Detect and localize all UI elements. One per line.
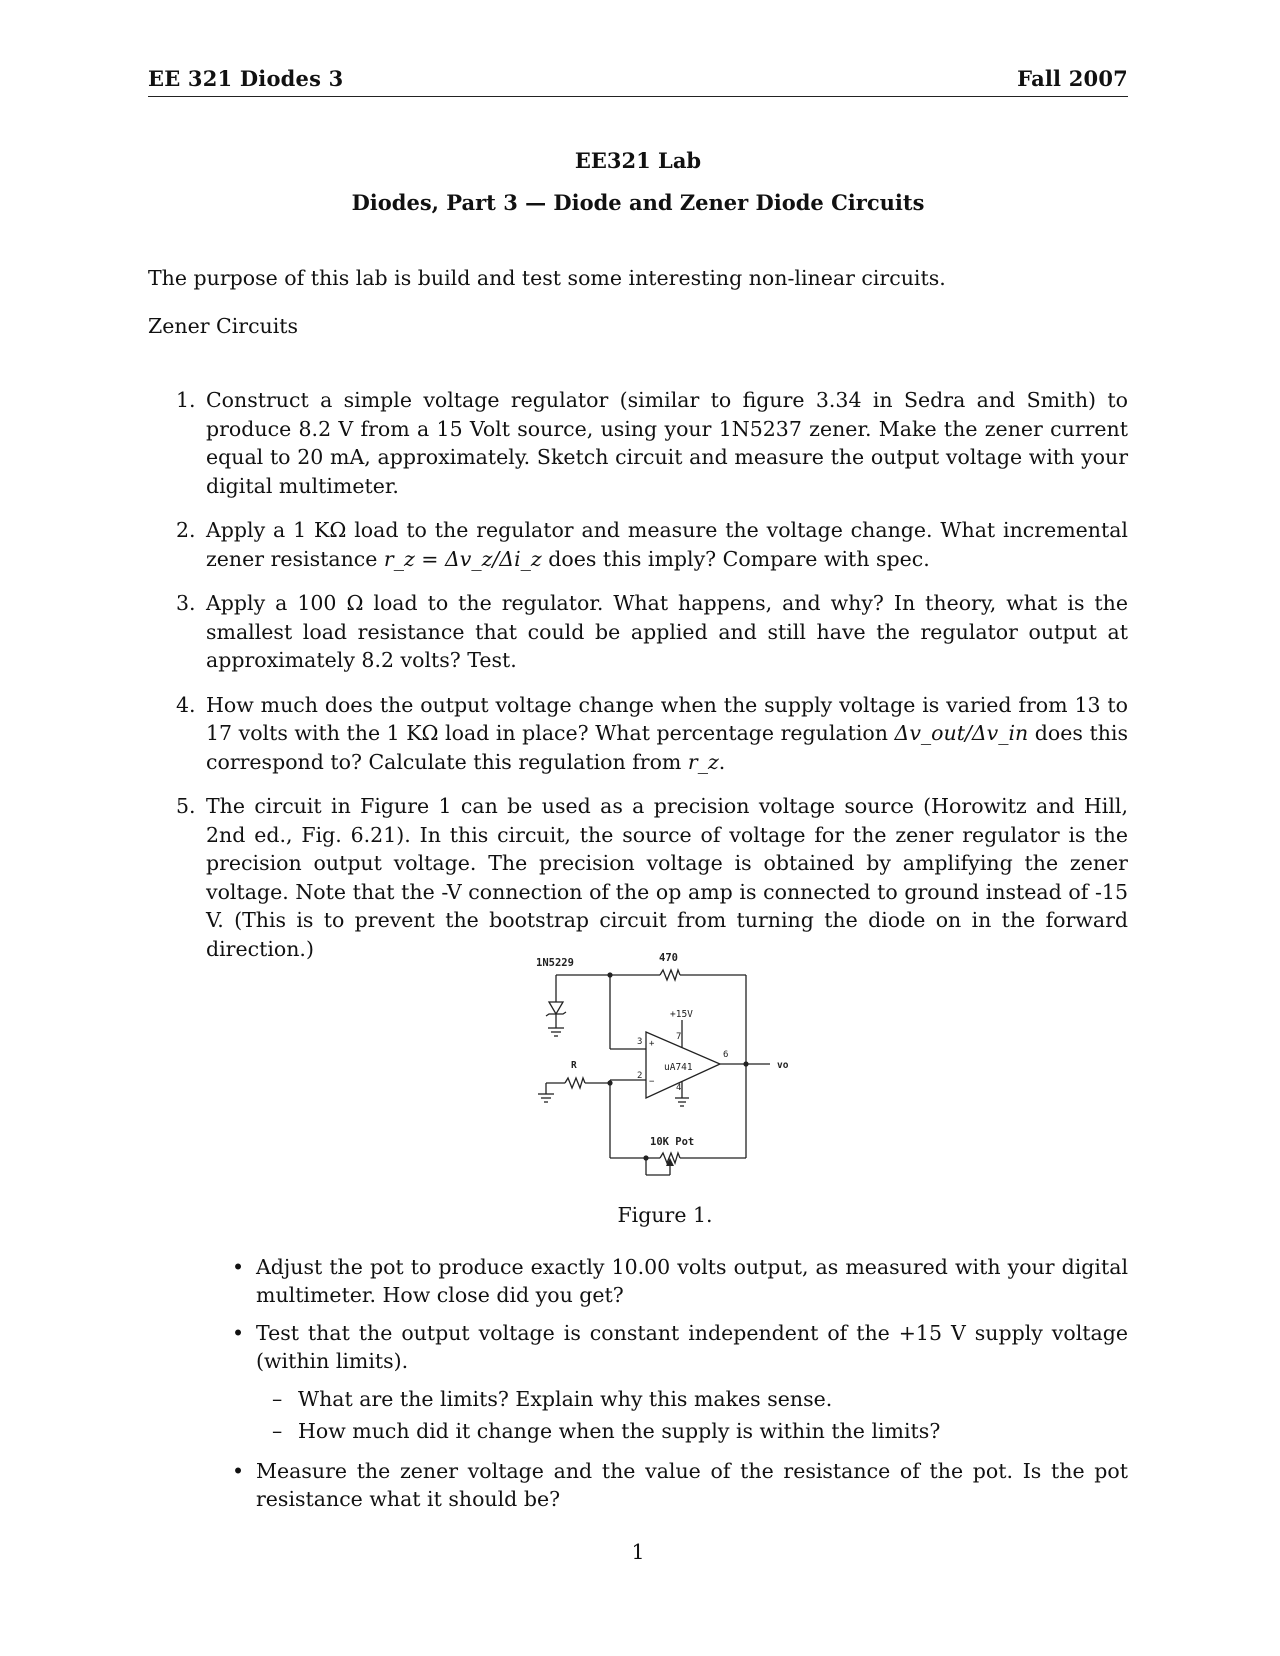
resistor-r: [565, 1078, 585, 1088]
header-term: Fall 2007: [1017, 66, 1128, 91]
item-text: Construct a simple voltage regulator (similar to figure 3.34 in Sedra and Smith) to produce 8.2 V from a 15 Volt source, using your 1N5237 zener. Make the zener current equal to 20 mA, approximately. Sketch circuit and measure the output voltage with your digital multimeter.: [206, 388, 1128, 498]
item-text: Apply a 100 Ω load to the regulator. What happens, and why? In theory, what is the smallest load resistance that could be applied and still have the regulator output at approximately 8.2 volts? Test.: [206, 591, 1128, 672]
minus-input-sign: −: [649, 1077, 655, 1087]
math-expression: r_z = Δv_z/Δi_z: [383, 546, 542, 571]
junction-dot: [607, 1080, 612, 1085]
dash-icon: –: [272, 1419, 283, 1443]
numbered-list: [148, 386, 1128, 979]
feedback-resistor-label: 470: [659, 952, 678, 964]
plus-input-sign: +: [649, 1039, 655, 1049]
list-item: [148, 589, 1128, 675]
pin-3-label: 3: [637, 1037, 643, 1047]
header-course: EE 321 Diodes 3: [148, 66, 344, 91]
item-text: How much did it change when the supply is within the limits?: [298, 1419, 941, 1443]
intro-paragraph: The purpose of this lab is build and test some interesting non-linear circuits.: [148, 266, 946, 290]
doc-title: EE321 Lab: [574, 148, 702, 173]
pin-7-label: 7: [676, 1032, 682, 1042]
item-text: Test that the output voltage is constant independent of the +15 V supply voltage (within limits).: [256, 1321, 1128, 1373]
section-heading: Zener Circuits: [148, 314, 299, 338]
junction-dot: [643, 1155, 648, 1160]
item-text: does this imply? Compare with spec.: [541, 546, 930, 571]
list-item: [148, 386, 1128, 500]
pin-6-label: 6: [723, 1050, 729, 1060]
item-number: 3.: [176, 591, 196, 615]
circuit-diagram: [530, 940, 830, 1220]
supply-label: +15V: [670, 1009, 693, 1020]
doc-subtitle: Diodes, Part 3 — Diode and Zener Diode Circuits: [351, 190, 925, 215]
bullet-list: [228, 1253, 1128, 1523]
resistor-470: [660, 970, 680, 980]
item-text: Adjust the pot to produce exactly 10.00 volts output, as measured with your digital multimeter. How close did you get?: [256, 1255, 1128, 1307]
list-item: [228, 1457, 1128, 1513]
pin-2-label: 2: [637, 1071, 643, 1081]
junction-dot: [607, 972, 612, 977]
math-expression: r_z: [687, 749, 719, 774]
item-number: 4.: [176, 692, 196, 717]
sub-list-item: [256, 1415, 1128, 1447]
sub-list: [256, 1383, 1128, 1447]
header-rule: [148, 96, 1128, 97]
pin-4-label: 4: [676, 1083, 682, 1093]
list-item: [228, 1253, 1128, 1309]
dash-icon: –: [272, 1387, 283, 1411]
item-text: What are the limits? Explain why this makes sense.: [298, 1387, 833, 1411]
item-text: Apply a 1 KΩ load to the regulator and measure the voltage change. What incremental zener resistance: [206, 518, 1128, 571]
zener-label: 1N5229: [536, 957, 574, 969]
junction-dot: [743, 1061, 748, 1066]
list-item: [148, 516, 1128, 573]
opamp-label: uA741: [664, 1062, 693, 1073]
list-item: [228, 1319, 1128, 1447]
bullet-icon: •: [232, 1459, 245, 1483]
page-number: 1: [631, 1540, 645, 1564]
figure-caption: Figure 1.: [617, 1203, 713, 1227]
math-expression: Δv_out/Δv_in: [894, 721, 1029, 745]
item-text: How much does the output voltage change when the supply voltage is varied from 13 to 17 volts with the 1 KΩ load in place? What percentage regulation: [206, 692, 1128, 745]
resistor-r-label: R: [571, 1060, 577, 1071]
item-text: does this correspond to? Calculate this regulation from: [206, 721, 1128, 774]
item-number: 2.: [176, 518, 196, 542]
sub-list-item: [256, 1383, 1128, 1415]
page-header: [148, 66, 1128, 91]
bullet-icon: •: [232, 1321, 245, 1345]
output-label: vo: [777, 1060, 789, 1071]
item-text: Measure the zener voltage and the value of the resistance of the pot. Is the pot resistance what it should be?: [256, 1459, 1128, 1511]
item-number: 5.: [176, 794, 196, 818]
bullet-icon: •: [232, 1255, 245, 1279]
list-item: [148, 792, 1128, 963]
list-item: [148, 691, 1128, 777]
item-number: 1.: [176, 388, 196, 412]
item-text: The circuit in Figure 1 can be used as a precision voltage source (Horowitz and Hill, 2nd ed., Fig. 6.21). In this circuit, the source of voltage for the zener regulator is the precision output voltage. The precision voltage is obtained by amplifying the zener voltage. Note that the -V connection of the op amp is connected to ground instead of -15 V. (This is to prevent the bootstrap circuit from turning the diode on in the forward direction.): [206, 794, 1128, 961]
pot-label: 10K Pot: [650, 1136, 695, 1148]
zener-diode: [549, 1002, 563, 1014]
item-text: .: [718, 749, 726, 774]
